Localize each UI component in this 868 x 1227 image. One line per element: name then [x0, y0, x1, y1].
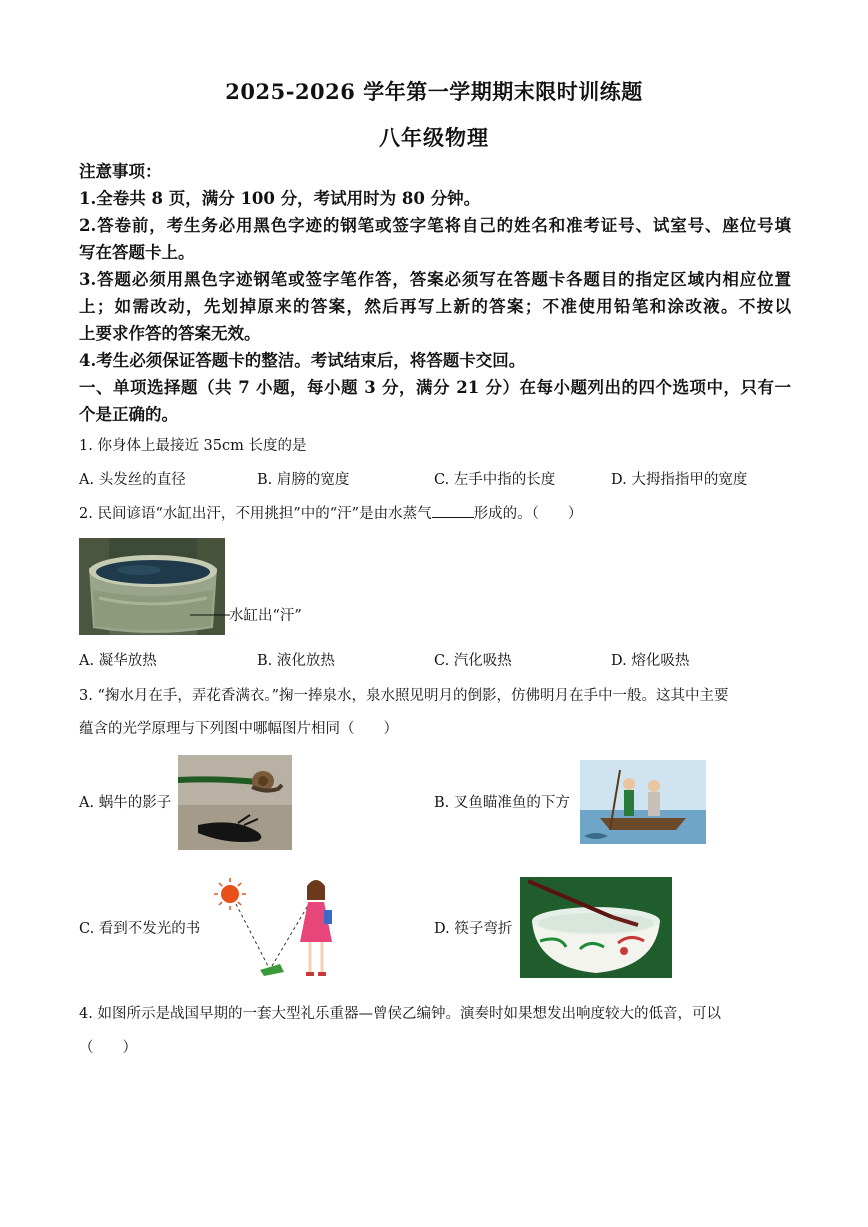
question-3-stem-line-2: 蕴含的光学原理与下列图中哪幅图片相同（ ）: [79, 721, 398, 737]
q1-option-b[interactable]: B. 肩膀的宽度: [257, 472, 350, 488]
question-4-stem-line-1: 4. 如图所示是战国早期的一套大型礼乐重器—曾侯乙编钟。演奏时如果想发出响度较大的低音，可以: [79, 1006, 721, 1022]
q1-option-c[interactable]: C. 左手中指的长度: [434, 472, 556, 488]
exam-title: 2025-2026 学年第一学期期末限时训练题: [225, 79, 643, 104]
note-2-line-2: 写在答题卡上。: [79, 243, 195, 262]
q3-option-c[interactable]: C. 看到不发光的书: [79, 921, 201, 937]
q3-option-b[interactable]: B. 叉鱼瞄准鱼的下方: [434, 795, 570, 811]
q2-option-a[interactable]: A. 凝华放热: [79, 653, 157, 669]
chopstick-bowl-photo: [520, 877, 672, 978]
q2-option-d[interactable]: D. 熔化吸热: [611, 653, 690, 669]
question-1-stem: 1. 你身体上最接近 35cm 长度的是: [79, 438, 307, 454]
section-1-heading-line-1: 一、单项选择题（共 7 小题，每小题 3 分，满分 21 分）在每小题列出的四个选项中，只有一: [79, 378, 791, 397]
q1-option-a[interactable]: A. 头发丝的直径: [79, 472, 186, 488]
exam-subtitle: 八年级物理: [379, 125, 489, 150]
water-jar-label: 水缸出“汗”: [229, 608, 302, 624]
sun-book-girl-diagram: [210, 876, 350, 982]
question-2-stem: [79, 503, 791, 525]
q2-option-c[interactable]: C. 汽化吸热: [434, 653, 512, 669]
q1-option-d[interactable]: D. 大拇指指甲的宽度: [611, 472, 748, 488]
notes-heading: 注意事项：: [79, 162, 162, 181]
q3-option-d[interactable]: D. 筷子弯折: [434, 921, 513, 937]
fishing-boat-picture: [580, 760, 706, 844]
q2-stem-part-1: 2. 民间谚语“水缸出汗，不用挑担”中的“汗”是由水蒸气: [79, 506, 432, 522]
label-pointer-line: [190, 612, 230, 618]
note-2-line-1: 2.答卷前，考生务必用黑色字迹的钢笔或签字笔将自己的姓名和准考证号、试室号、座位号填: [79, 216, 791, 235]
question-4-stem-line-2: （ ）: [79, 1040, 137, 1056]
q2-option-b[interactable]: B. 液化放热: [257, 653, 335, 669]
section-1-heading-line-2: 个是正确的。: [79, 405, 178, 424]
note-3-line-1: 3.答题必须用黑色字迹钢笔或签字笔作答，答案必须写在答题卡各题目的指定区域内相应位置: [79, 270, 791, 289]
note-3-line-3: 上要求作答的答案无效。: [79, 324, 261, 343]
note-4: 4.考生必须保证答题卡的整洁。考试结束后，将答题卡交回。: [79, 351, 526, 370]
q2-stem-part-2: 形成的。（ ）: [473, 506, 583, 522]
question-3-stem-line-1: 3. “掬水月在手，弄花香满衣。”掬一捧泉水，泉水照见明月的倒影，仿佛明月在手中一般。这其中主要: [79, 688, 729, 704]
q3-option-a[interactable]: A. 蜗牛的影子: [79, 795, 172, 811]
snail-shadow-photo: [178, 755, 292, 850]
note-1: 1.全卷共 8 页，满分 100 分，考试用时为 80 分钟。: [79, 189, 481, 208]
note-3-line-2: 上；如需改动，先划掉原来的答案，然后再写上新的答案；不准使用铅笔和涂改液。不按以: [79, 297, 791, 316]
water-jar-photo: [79, 538, 225, 635]
answer-blank: [432, 503, 474, 518]
